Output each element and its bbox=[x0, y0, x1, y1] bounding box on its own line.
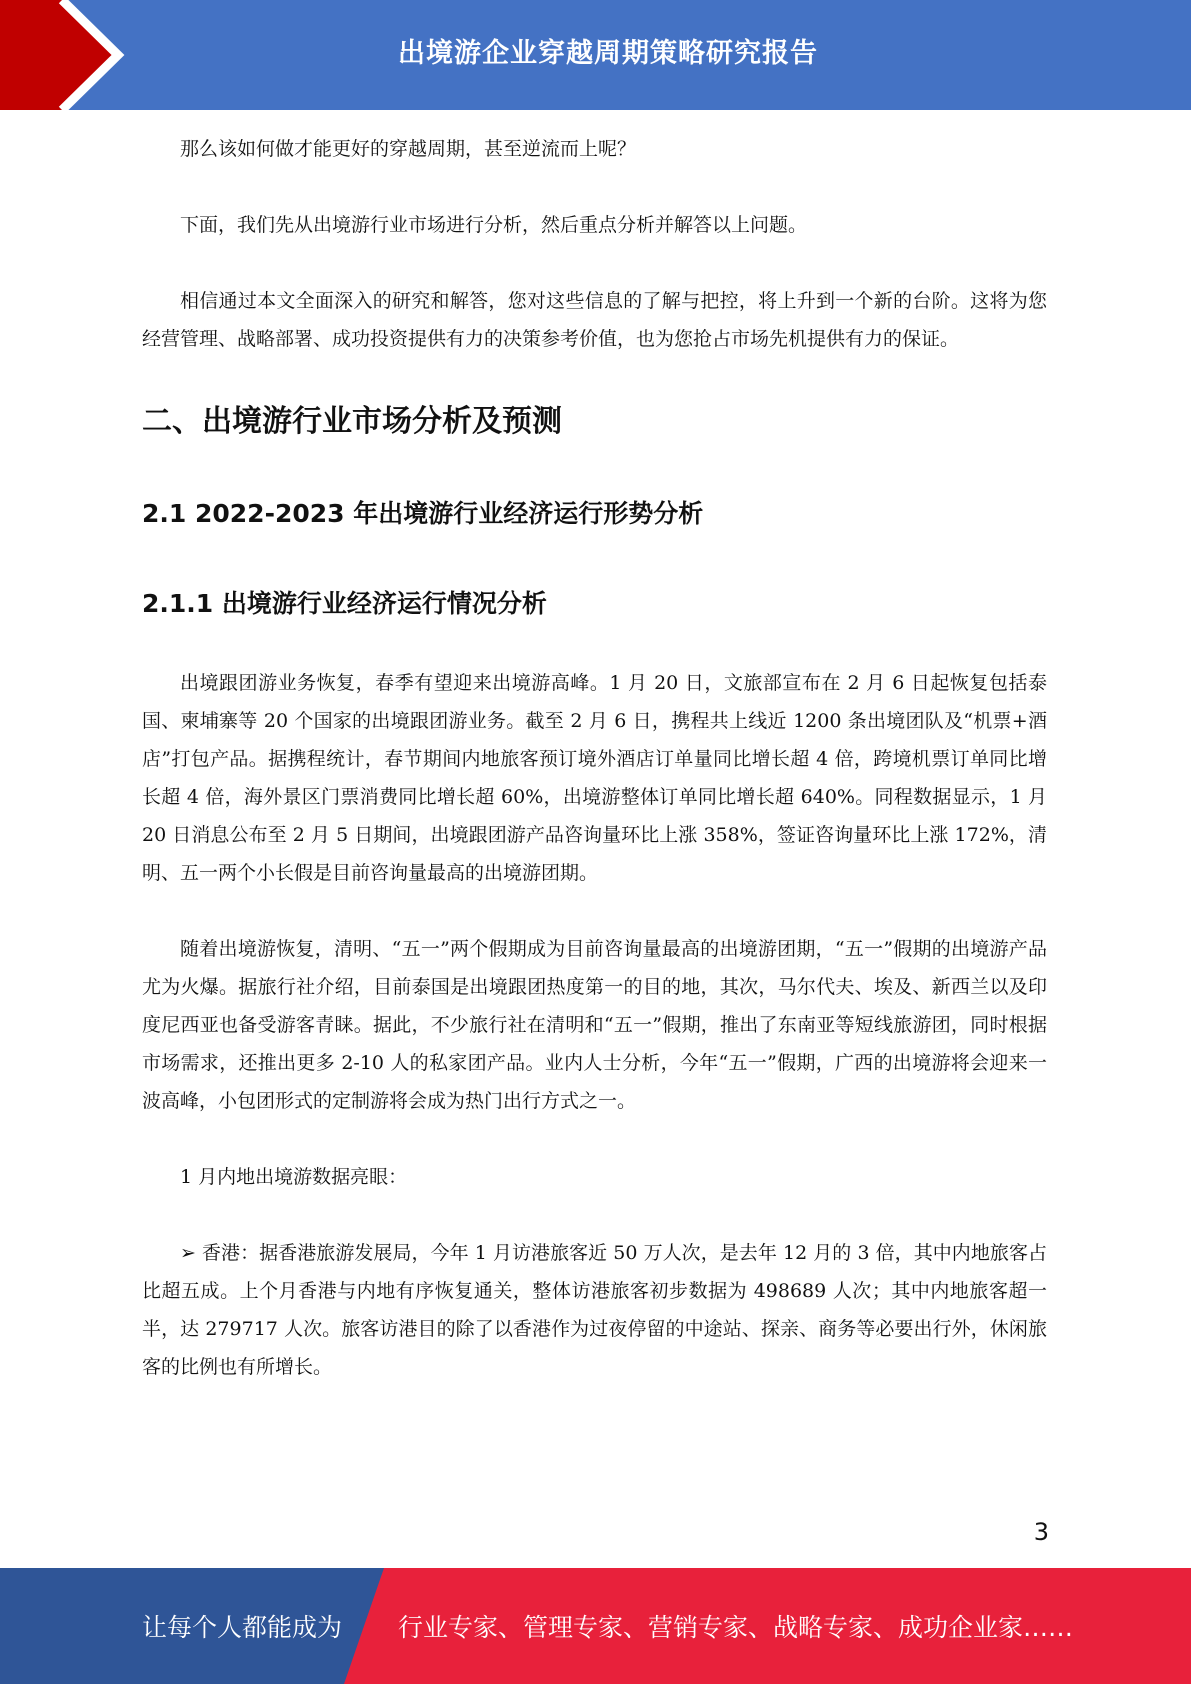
body-paragraph: 随着出境游恢复，清明、“五一”两个假期成为目前咨询量最高的出境游团期，“五一”假期的出境游产品尤为火爆。据旅行社介绍，目前泰国是出境跟团热度第一的目的地，其次，马尔代夫、埃及、新西兰以及印度尼西亚也备受游客青睐。据此，不少旅行社在清明和“五一”假期，推出了东南亚等短线旅游团，同时根据市场需求，还推出更多 2-10 人的私家团产品。业内人士分析，今年“五一”假期，广西的出境游将会迎来一波高峰，小包团形式的定制游将会成为热门出行方式之一。 bbox=[142, 938, 1047, 1112]
subsubsection-heading: 2.1.1 出境游行业经济运行情况分析 bbox=[142, 589, 547, 618]
page-number: 3 bbox=[1033, 1518, 1049, 1546]
page-header bbox=[0, 0, 1191, 110]
page-footer bbox=[0, 1568, 1191, 1684]
bullet-paragraph: ➢ 香港：据香港旅游发展局，今年 1 月访港旅客近 50 万人次，是去年 12 月的 3 倍，其中内地旅客占比超五成。上个月香港与内地有序恢复通关，整体访港旅客初步数据为 498689 人次；其中内地旅客超一半，达 279717 人次。旅客访港目的除了以香港作为过夜停留的中途站、探亲、商务等必要出行外，休闲旅客的比例也有所增长。 bbox=[142, 1242, 1047, 1378]
body-paragraph: 1 月内地出境游数据亮眼： bbox=[180, 1166, 408, 1188]
footer-slogan-right: 行业专家、管理专家、营销专家、战略专家、成功企业家…… bbox=[398, 1613, 1074, 1642]
footer-slogan-left: 让每个人都能成为 bbox=[142, 1613, 343, 1642]
body-paragraph: 下面，我们先从出境游行业市场进行分析，然后重点分析并解答以上问题。 bbox=[180, 214, 808, 236]
report-title: 出境游企业穿越周期策略研究报告 bbox=[398, 37, 818, 69]
body-paragraph: 出境跟团游业务恢复，春季有望迎来出境游高峰。1 月 20 日，文旅部宣布在 2 月 6 日起恢复包括泰国、柬埔寨等 20 个国家的出境跟团游业务。截至 2 月 6 日，携程共上线近 1200 条出境团队及“机票+酒店”打包产品。据携程统计，春节期间内地旅客预订境外酒店订单量同比增长超 4 倍，跨境机票订单同比增长超 4 倍，海外景区门票消费同比增长超 60%，出境游整体订单同比增长超 640%。同程数据显示，1 月 20 日消息公布至 2 月 5 日期间，出境跟团游产品咨询量环比上涨 358%，签证咨询量环比上涨 172%，清明、五一两个小长假是目前咨询量最高的出境游团期。 bbox=[142, 672, 1047, 884]
body-paragraph: 相信通过本文全面深入的研究和解答，您对这些信息的了解与把控，将上升到一个新的台阶。这将为您经营管理、战略部署、成功投资提供有力的决策参考价值，也为您抢占市场先机提供有力的保证。 bbox=[142, 290, 1047, 350]
body-paragraph: 那么该如何做才能更好的穿越周期，甚至逆流而上呢？ bbox=[180, 138, 637, 160]
main-content bbox=[142, 130, 1047, 1386]
subsection-heading: 2.1 2022-2023 年出境游行业经济运行形势分析 bbox=[142, 499, 704, 528]
section-heading: 二、出境游行业市场分析及预测 bbox=[142, 404, 562, 439]
